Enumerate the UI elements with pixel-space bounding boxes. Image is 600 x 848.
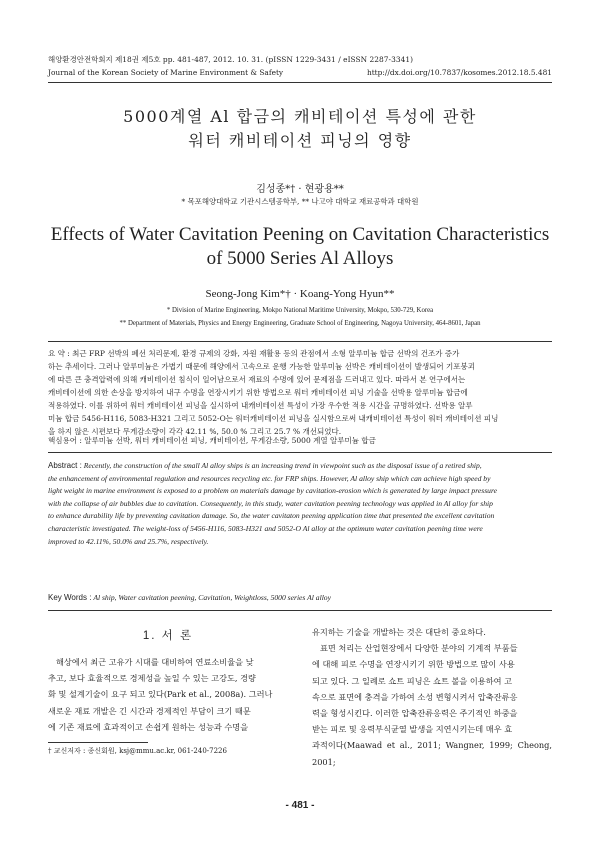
abstract-en-line: characteristic investigated. The weight-loss of 5456-H116, 5083-H321 and 5052-O Al alloy at the optimum water cavitation peening time were [48,523,483,533]
body-line: 해상에서 최근 고유가 시대를 대비하여 연료소비율을 낮 [56,657,254,667]
abstract-en-line: to enhance durability life by preventing cavitation damage. So, the water cavitaton peening application time that presented the excellent cavitation [48,511,495,521]
abstract-en-label: Abstract : [48,461,82,470]
abstract-ko-line: 캐비테이션에 의한 손상을 방지하여 내구 수명을 연장시키기 위한 방법으로 워터 캐비테이션 피닝 기술을 선박용 알루미늄 합금에 [48,388,468,397]
abstract-ko-line: 적용하였다. 이를 위하여 워터 캐비테이션 피닝을 실시하여 내캐비테이션 특성이 가장 우수한 적용 시간을 규명하였다. 선박용 알루 [48,401,473,410]
abstract-en [48,460,552,548]
body-line: 에 기존 재료에 효과적이고 손쉽게 원하는 성능과 수명을 [48,721,249,732]
body-line: 추고, 보다 효율적으로 경제성을 높일 수 있는 고강도, 경량 [48,673,256,684]
body-line: 되고 있다. 그 일례로 쇼트 피닝은 쇼트 볼을 이용하여 고 [312,675,513,686]
abstract-en-line: Recently, the construction of the small Al alloy ships is an increasing trend in viewpoint such as the disposal issue of a retired ship, [83,461,482,470]
keywords-ko: 핵심용어 : 알루미늄 선박, 워터 캐비테이션 피닝, 캐비테이션, 무게감소량, 5000 계열 알루미늄 합금 [48,436,376,445]
abstract-ko [48,347,552,438]
title-en-line2: of 5000 Series Al Alloys [206,248,394,269]
keywords-en [48,592,552,605]
affiliation-en-line1: * Division of Marine Engineering, Mokpo National Maritime University, Mokpo, 530-729, Korea [166,307,434,314]
abstract-ko-line: 하는 추세이다. 그러나 알루미늄은 가볍기 때문에 해양에서 고속으로 운행 가능한 알루미늄 선박은 캐비테이션이 발생되어 기포붕괴 [48,362,475,371]
footnote-rule [48,742,148,743]
title-en-line1: Effects of Water Cavitation Peening on Cavitation Characteristics [50,224,550,245]
right-column-text [312,624,552,770]
section-title: 1. 서 론 [142,630,194,642]
authors-ko: 김성종*† · 현광용** [256,184,344,195]
body-line: 에 대해 피로 수명을 연장시키기 위한 방법으로 많이 사용 [312,659,515,670]
abstract-en-line: the enhancement of environmental regulation and resources recycling etc. for FRP ships. However, Al alloy ship which can achieve high speed by [48,473,491,483]
abstract-top-rule [48,341,552,342]
keywords-en-label: Key Words : [48,593,92,602]
abstract-ko-line: 요 약 : 최근 FRP 선박의 폐선 처리문제, 환경 규제의 강화, 자원 재활용 등의 관점에서 소형 알루미늄 합금 선박의 건조가 증가 [48,349,460,358]
body-line: 력을 형성시킨다. 이러한 압축잔류응력은 주기적인 하중을 [312,708,518,719]
left-column-text [48,654,288,735]
abstract-en-line: light weight in marine environment is exposed to a problem on materials damage by cavitation-erosion which is generated by large impact pressure [48,486,498,496]
affiliation-ko: * 목포해양대학교 기관시스템공학부, ** 나고야 대학교 재료공학과 대학원 [181,197,419,206]
footnote: † 교신저자 : 종신회원, ksj@mmu.ac.kr, 061-240-7226 [48,747,227,755]
abstract-bottom-rule [48,610,552,611]
body-line: 화 및 설계기술이 요구 되고 있다(Park et al., 2008a). 그러나 [48,689,273,700]
journal-header-en: Journal of the Korean Society of Marine Environment & Safety [48,68,284,77]
doi-link[interactable]: http://dx.doi.org/10.7837/kosomes.2012.18.5.481 [366,68,552,77]
body-line: 과적이다(Maawad et al., 2011; Wangner, 1999; Cheong, 2001; [312,740,552,767]
keywords-en-text: Al ship, Water cavitation peening, Cavitation, Weightloss, 5000 series Al alloy [93,593,331,602]
abstract-en-line: improved to 42.11%, 50.0% and 25.7%, respectively. [48,536,209,546]
body-line: 속으로 표면에 충격을 가하여 소성 변형시켜서 압축잔류응 [312,691,518,702]
abstract-mid-rule [48,452,552,453]
header-rule [48,82,552,83]
authors-en: Seong-Jong Kim*† · Koang-Yong Hyun** [205,288,395,300]
journal-header-ko: 해양환경안전학회지 제18권 제5호 pp. 481-487, 2012. 10. 31. (pISSN 1229-3431 / eISSN 2287-3341) [48,55,414,64]
body-line: 유지하는 기술을 개발하는 것은 대단히 중요하다. [312,627,486,637]
body-line: 새로운 재료 개발은 긴 시간과 경제적인 부담이 크기 때문 [48,705,251,716]
page-number: - 481 - [285,800,315,811]
title-ko-line1: 5000계열 Al 합금의 캐비테이션 특성에 관한 [123,107,477,126]
body-line: 받는 피로 및 응력부식균열 발생을 지연시키는데 매우 효 [312,724,513,735]
abstract-en-line: with the collapse of air bubbles due to cavitation. Consequently, in this study, water cavitation peening technology was applied in Al alloy for ship [48,498,493,508]
body-line: 표면 처리는 산업현장에서 다양한 분야의 기계적 부품들 [320,643,518,654]
abstract-ko-line: 미늄 합금 5456-H116, 5083-H321 그리고 5052-O는 워터캐비테이션 피닝을 실시함으로써 내캐비테이션 특성이 워터 캐비테이션 피닝 [48,414,499,423]
title-ko-line2: 워터 캐비테이션 피닝의 영향 [188,131,412,150]
affiliation-en-line2: ** Department of Materials, Physics and Energy Engineering, Graduate School of Engineering, Nagoya University, 464-8601, Japan [119,320,481,327]
abstract-ko-line: 을 하지 않은 시편보다 무게감소량이 각각 42.11 %, 50.0 % 그리고 25.7 % 개선되었다. [48,427,342,436]
abstract-ko-line: 에 따른 큰 충격압력에 의해 캐비테이션 침식이 일어남으로서 재료의 수명에 있어 문제점을 드러내고 있다. 따라서 본 연구에서는 [48,375,466,384]
